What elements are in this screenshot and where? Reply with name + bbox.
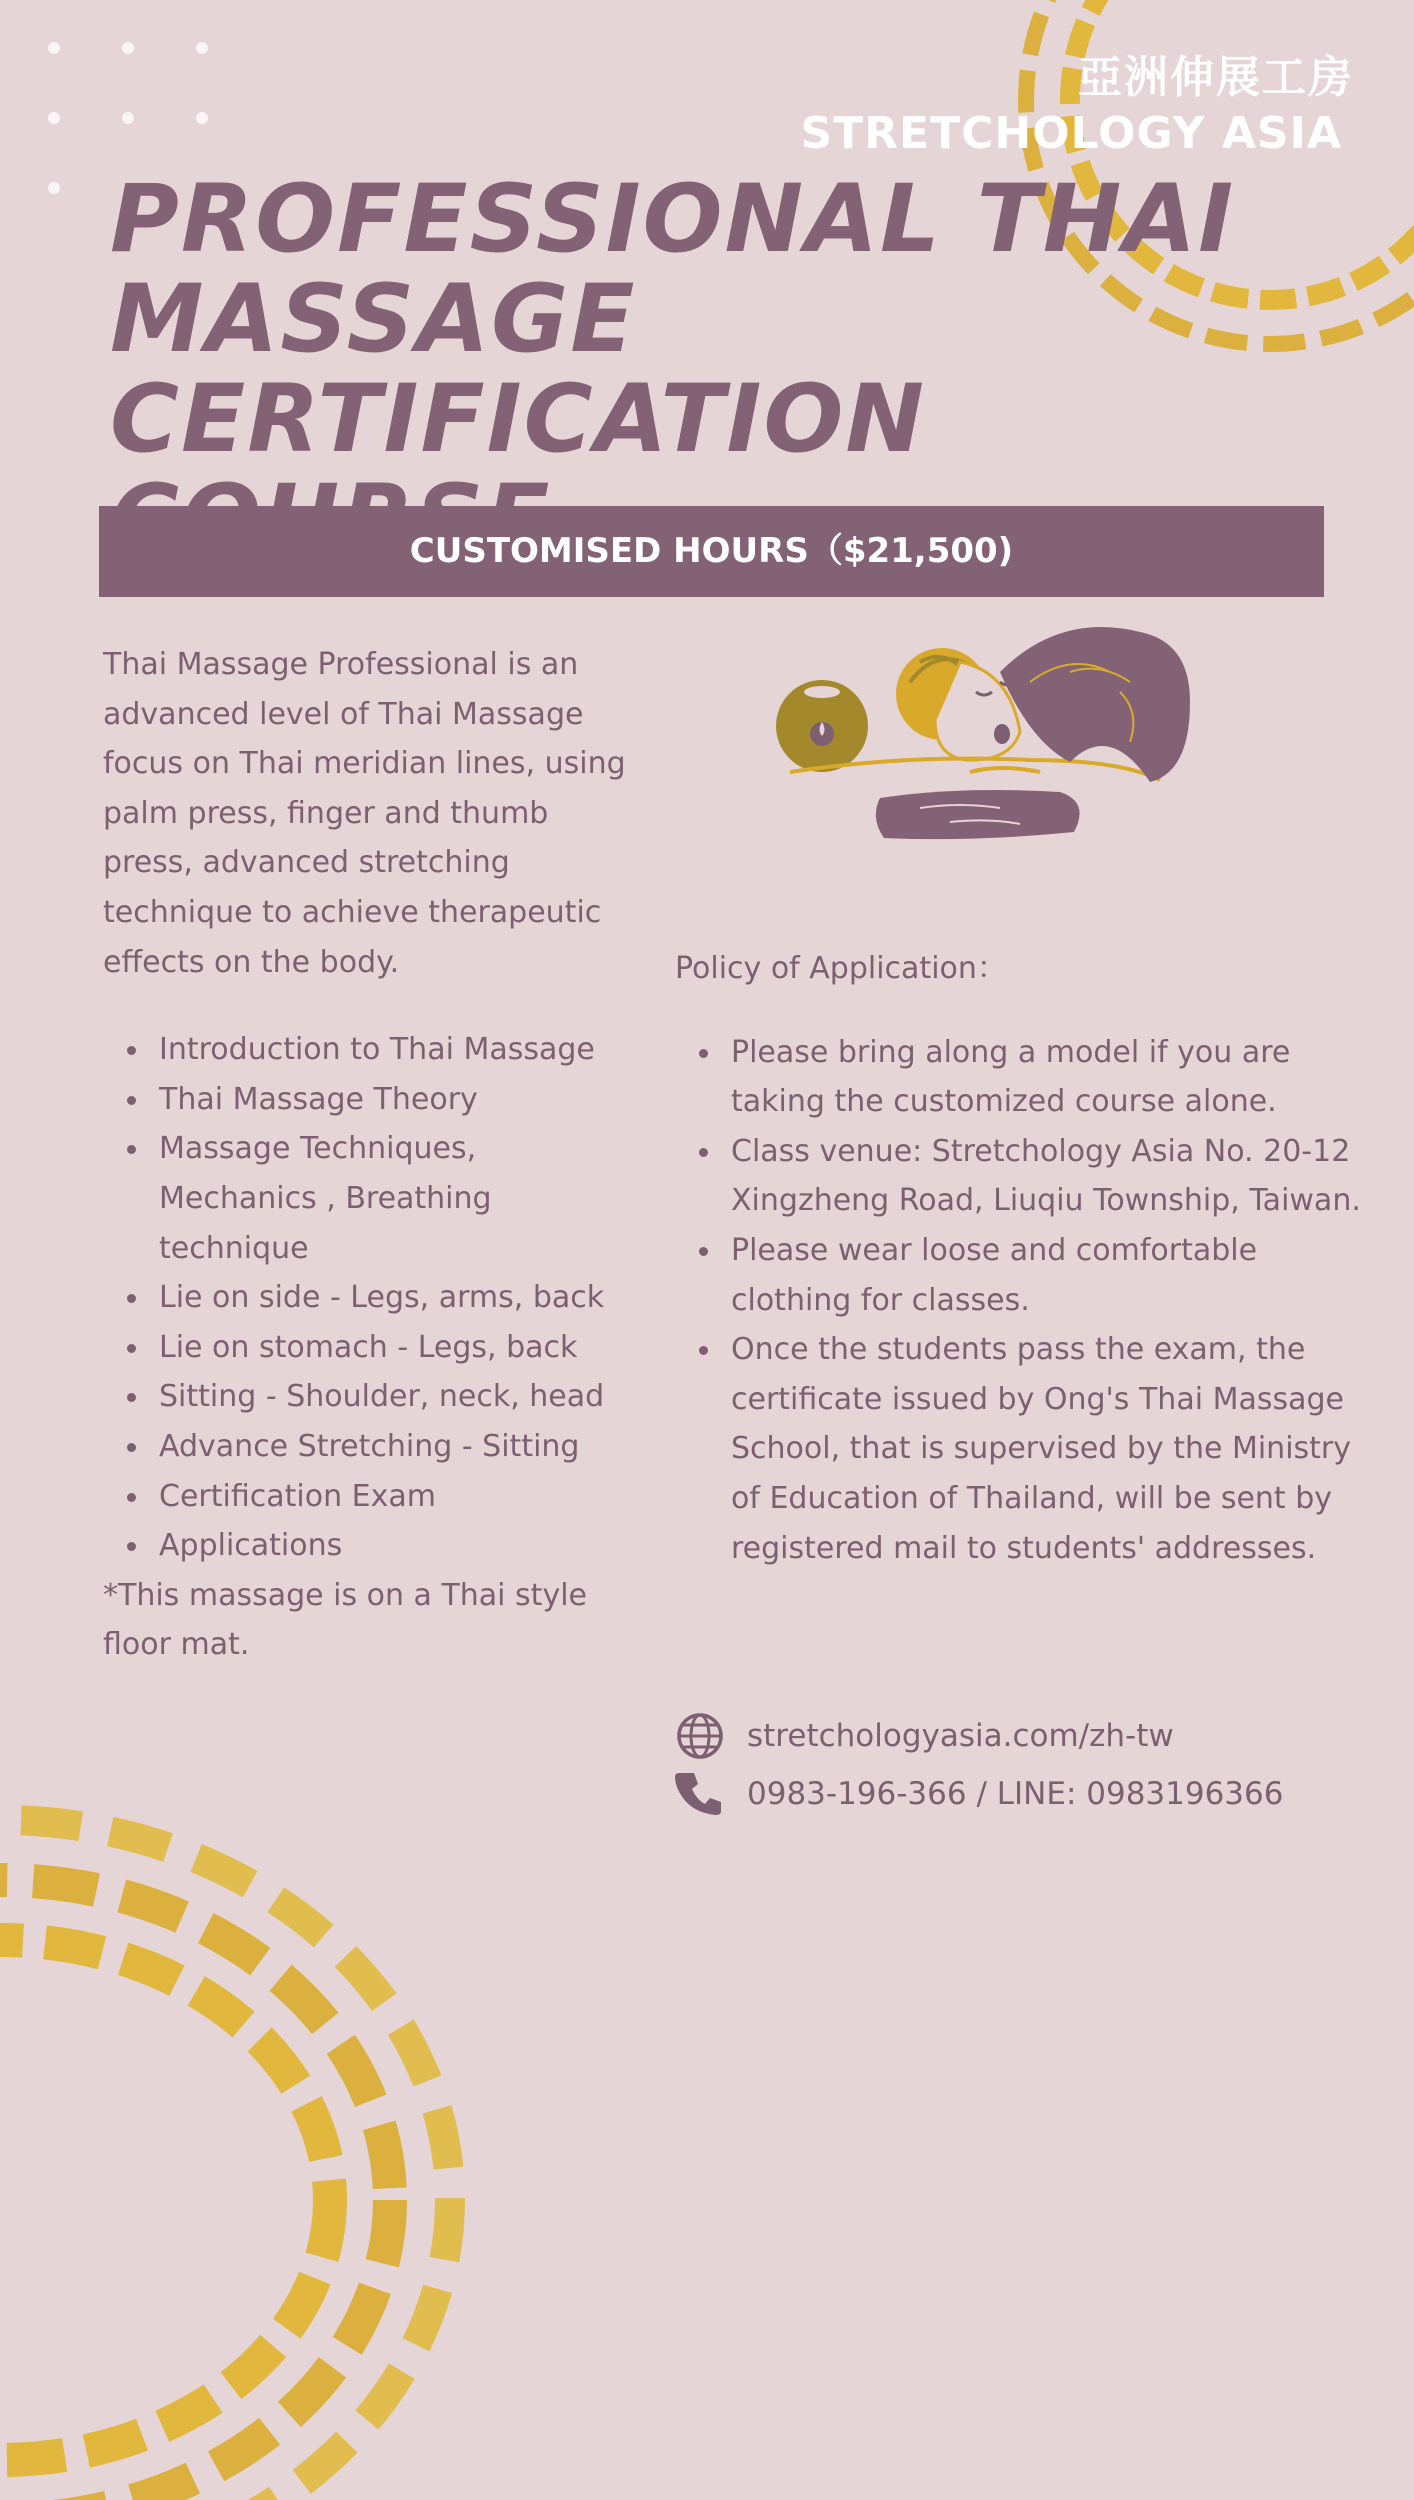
massage-illustration xyxy=(770,622,1210,852)
list-item: Sitting - Shoulder, neck, head xyxy=(103,1372,643,1422)
globe-icon xyxy=(675,1711,725,1761)
price-banner: CUSTOMISED HOURS（$21,500) xyxy=(99,506,1324,597)
website-row[interactable] xyxy=(675,1707,1375,1765)
list-item: Advance Stretching - Sitting xyxy=(103,1422,643,1472)
intro-text: Thai Massage Professional is an advanced level of Thai Massage focus on Thai meridian lines, using palm press, finger and thumb press, advanced stretching technique to achieve therapeutic effects on the body. xyxy=(103,647,626,980)
decorative-gold-ring-bottom xyxy=(0,1780,550,2500)
contact-info xyxy=(675,1707,1375,1823)
list-item: Please bring along a model if you are taking the customized course alone. xyxy=(675,1028,1365,1127)
title-line-2: MASSAGE xyxy=(110,265,637,374)
website-link[interactable]: stretchologyasia.com/zh-tw xyxy=(747,1718,1174,1754)
brand-name-zh: 亞洲伸展工房 xyxy=(1078,52,1354,103)
curriculum-list xyxy=(103,1025,643,1571)
list-item: Introduction to Thai Massage xyxy=(103,1025,643,1075)
phone-row[interactable] xyxy=(675,1765,1375,1823)
list-item: Lie on stomach - Legs, back xyxy=(103,1323,643,1373)
list-item: Thai Massage Theory xyxy=(103,1075,643,1125)
title-line-1: PROFESSIONAL THAI xyxy=(110,165,1236,274)
brand-name-en: STRETCHOLOGY ASIA xyxy=(800,108,1342,159)
policy-list xyxy=(675,1028,1365,1574)
policy-heading: Policy of Application： xyxy=(675,951,1007,986)
title-line-3: CERTIFICATION xyxy=(110,365,927,474)
list-item: Lie on side - Legs, arms, back xyxy=(103,1273,643,1323)
list-item: Once the students pass the exam, the certificate issued by Ong's Thai Massage School, that is supervised by the Ministry of Education of Thailand, will be sent by registered mail to students' addresses. xyxy=(675,1325,1365,1573)
list-item: Certification Exam xyxy=(103,1472,643,1522)
application-policy xyxy=(675,944,1365,1573)
floor-mat-note: *This massage is on a Thai style floor mat. xyxy=(103,1577,587,1663)
list-item: Massage Techniques, Mechanics , Breathing technique xyxy=(103,1124,643,1273)
brand-logo xyxy=(800,50,1354,162)
list-item: Applications xyxy=(103,1521,643,1571)
course-description xyxy=(103,640,643,1670)
list-item: Please wear loose and comfortable clothing for classes. xyxy=(675,1226,1365,1325)
phone-number[interactable]: 0983-196-366 / LINE: 0983196366 xyxy=(747,1776,1284,1812)
list-item: Class venue: Stretchology Asia No. 20-12 Xingzheng Road, Liuqiu Township, Taiwan. xyxy=(675,1127,1365,1226)
phone-icon xyxy=(675,1769,725,1819)
